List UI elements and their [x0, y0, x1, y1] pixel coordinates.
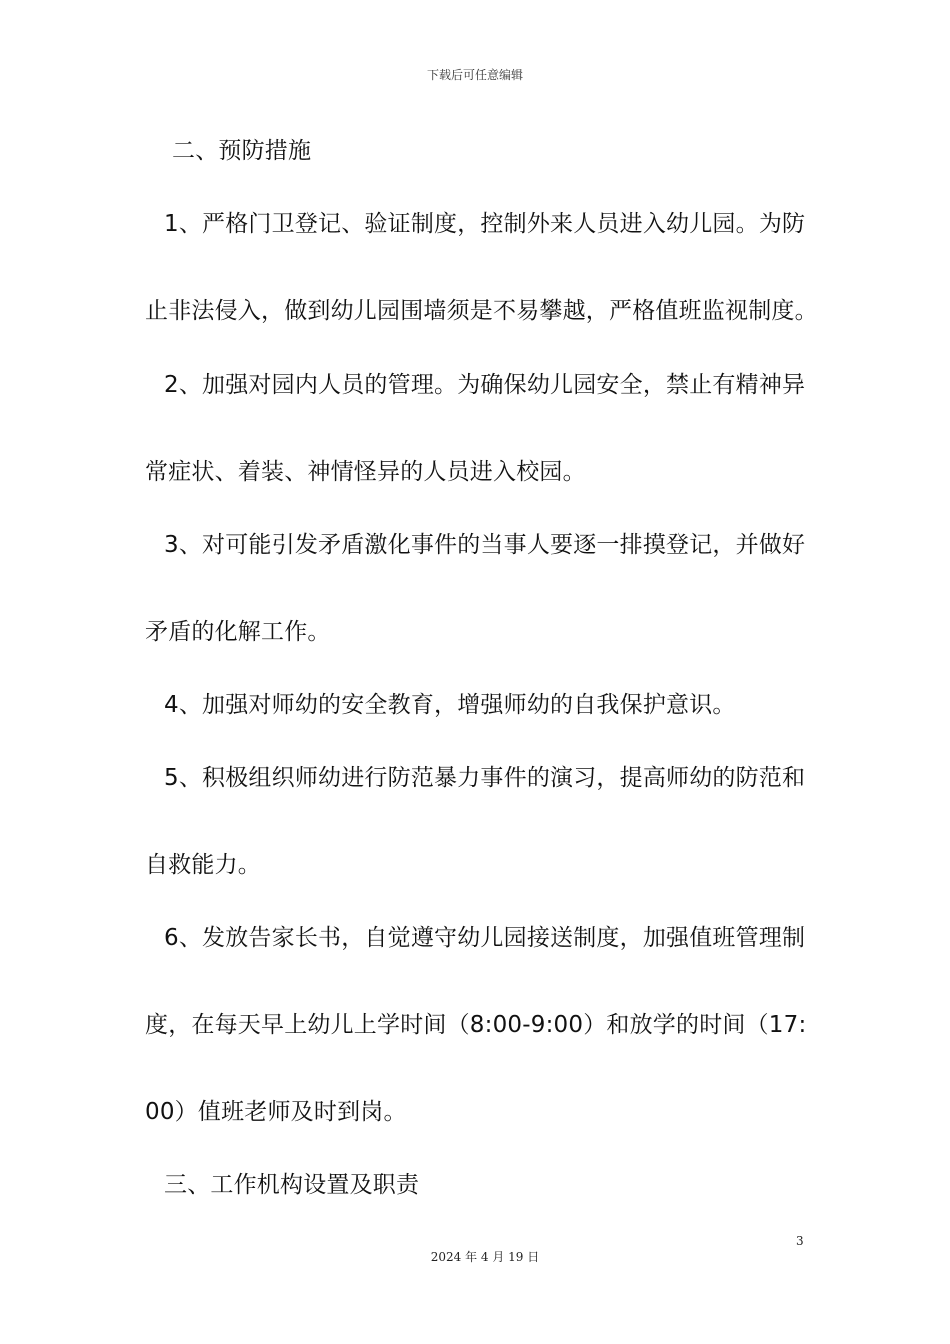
page-header: 下载后可任意编辑 [426, 68, 523, 82]
page-number: 3 [796, 1234, 804, 1248]
paragraph-line: 止非法侵入，做到幼儿园围墙须是不易攀越，严格值班监视制度。 [145, 298, 818, 324]
paragraph-line: 度，在每天早上幼儿上学时间（8:00-9:00）和放学的时间（17: [145, 1012, 807, 1038]
section-heading-organization: 三、工作机构设置及职责 [164, 1172, 420, 1198]
paragraph-line: 6、发放告家长书，自觉遵守幼儿园接送制度，加强值班管理制 [164, 925, 806, 951]
paragraph-line: 3、对可能引发矛盾激化事件的当事人要逐一排摸登记，并做好 [164, 532, 806, 558]
paragraph-line: 矛盾的化解工作。 [145, 619, 331, 645]
paragraph-line: 2、加强对园内人员的管理。为确保幼儿园安全，禁止有精神异 [164, 372, 806, 398]
page-date: 2024 年 4 月 19 日 [430, 1250, 540, 1264]
paragraph-line: 5、积极组织师幼进行防范暴力事件的演习，提高师幼的防范和 [164, 765, 806, 791]
paragraph-line: 自救能力。 [145, 852, 261, 878]
paragraph-line: 4、加强对师幼的安全教育，增强师幼的自我保护意识。 [164, 692, 736, 718]
section-heading-prevention: 二、预防措施 [172, 138, 312, 164]
paragraph-line: 常症状、着装、神情怪异的人员进入校园。 [145, 459, 586, 485]
paragraph-line: 1、严格门卫登记、验证制度，控制外来人员进入幼儿园。为防 [164, 211, 806, 237]
paragraph-line: 00）值班老师及时到岗。 [145, 1099, 407, 1125]
